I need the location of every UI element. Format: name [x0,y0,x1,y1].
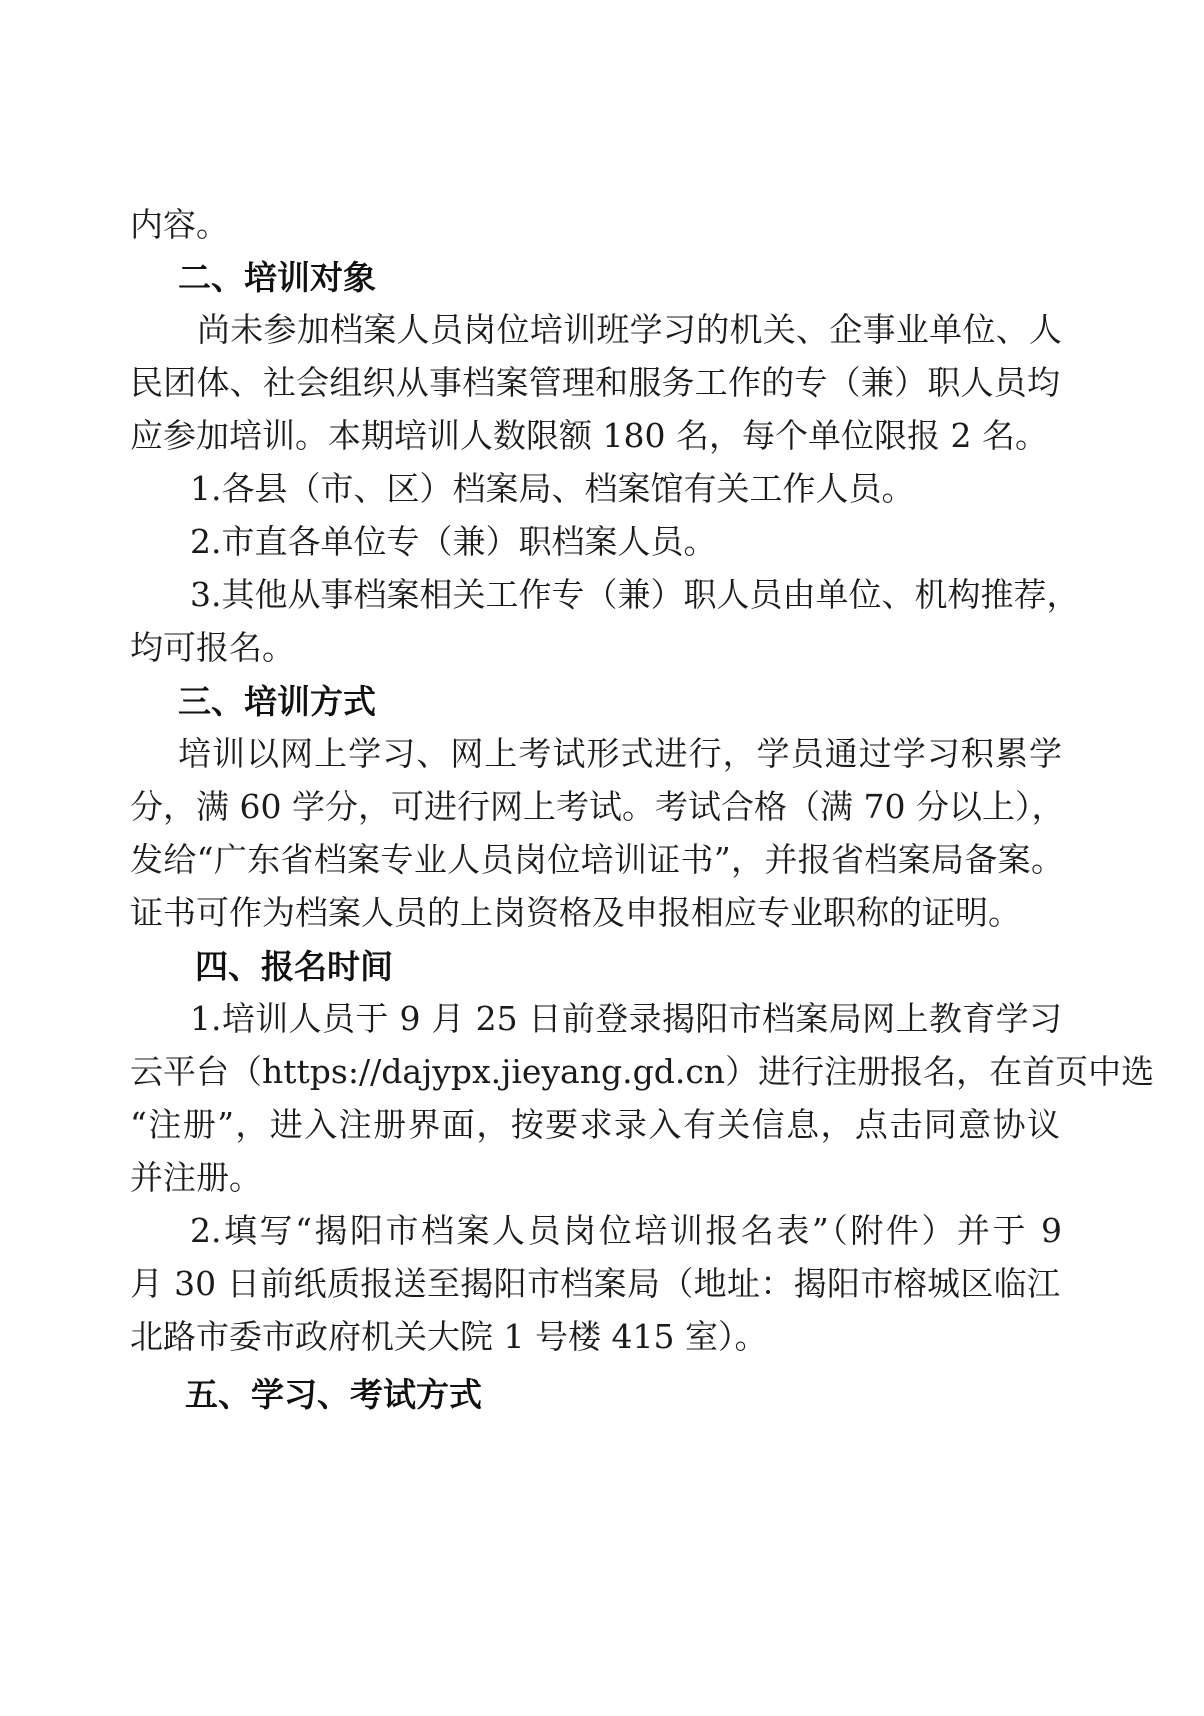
body-text-line: 证书可作为档案人员的上岗资格及申报相应专业职称的证明。 [130,893,1021,932]
body-text-line: 均可报名。 [130,628,295,667]
section-heading-training-targets: 二、培训对象 [178,258,376,297]
list-item: 2.市直各单位专（兼）职档案人员。 [190,522,717,561]
body-text-line: “注册”，进入注册界面，按要求录入有关信息，点击同意协议 [130,1105,1060,1144]
body-text-line: 云平台（https://dajypx.jieyang.gd.cn）进行注册报名，在首页中选 [130,1052,1155,1091]
list-item: 2.填写“揭阳市档案人员岗位培训报名表”（附件）并于 9 [190,1211,1062,1250]
body-text-line: 发给“广东省档案专业人员岗位培训证书”，并报省档案局备案。 [130,840,1064,879]
body-text-line: 北路市委市政府机关大院 1 号楼 415 室）。 [130,1317,768,1356]
section-heading-study-exam-method: 五、学习、考试方式 [185,1375,482,1414]
list-item: 1.各县（市、区）档案局、档案馆有关工作人员。 [190,469,915,508]
body-text-line: 尚未参加档案人员岗位培训班学习的机关、企事业单位、人 [197,310,1062,349]
body-text-line: 应参加培训。本期培训人数限额 180 名，每个单位限报 2 名。 [130,416,1048,455]
body-text-line: 民团体、社会组织从事档案管理和服务工作的专（兼）职人员均 [130,363,1060,402]
list-item: 1.培训人员于 9 月 25 日前登录揭阳市档案局网上教育学习 [190,999,1062,1038]
list-item: 3.其他从事档案相关工作专（兼）职人员由单位、机构推荐， [190,575,1080,614]
section-heading-registration-time: 四、报名时间 [195,947,393,986]
section-heading-training-method: 三、培训方式 [178,682,376,721]
body-text-line: 月 30 日前纸质报送至揭阳市档案局（地址：揭阳市榕城区临江 [130,1264,1060,1303]
body-text-line: 并注册。 [130,1158,262,1197]
body-text-line: 内容。 [130,205,229,244]
body-text-line: 培训以网上学习、网上考试形式进行，学员通过学习积累学 [178,734,1062,773]
body-text-line: 分，满 60 学分，可进行网上考试。考试合格（满 70 分以上）， [130,787,1065,826]
